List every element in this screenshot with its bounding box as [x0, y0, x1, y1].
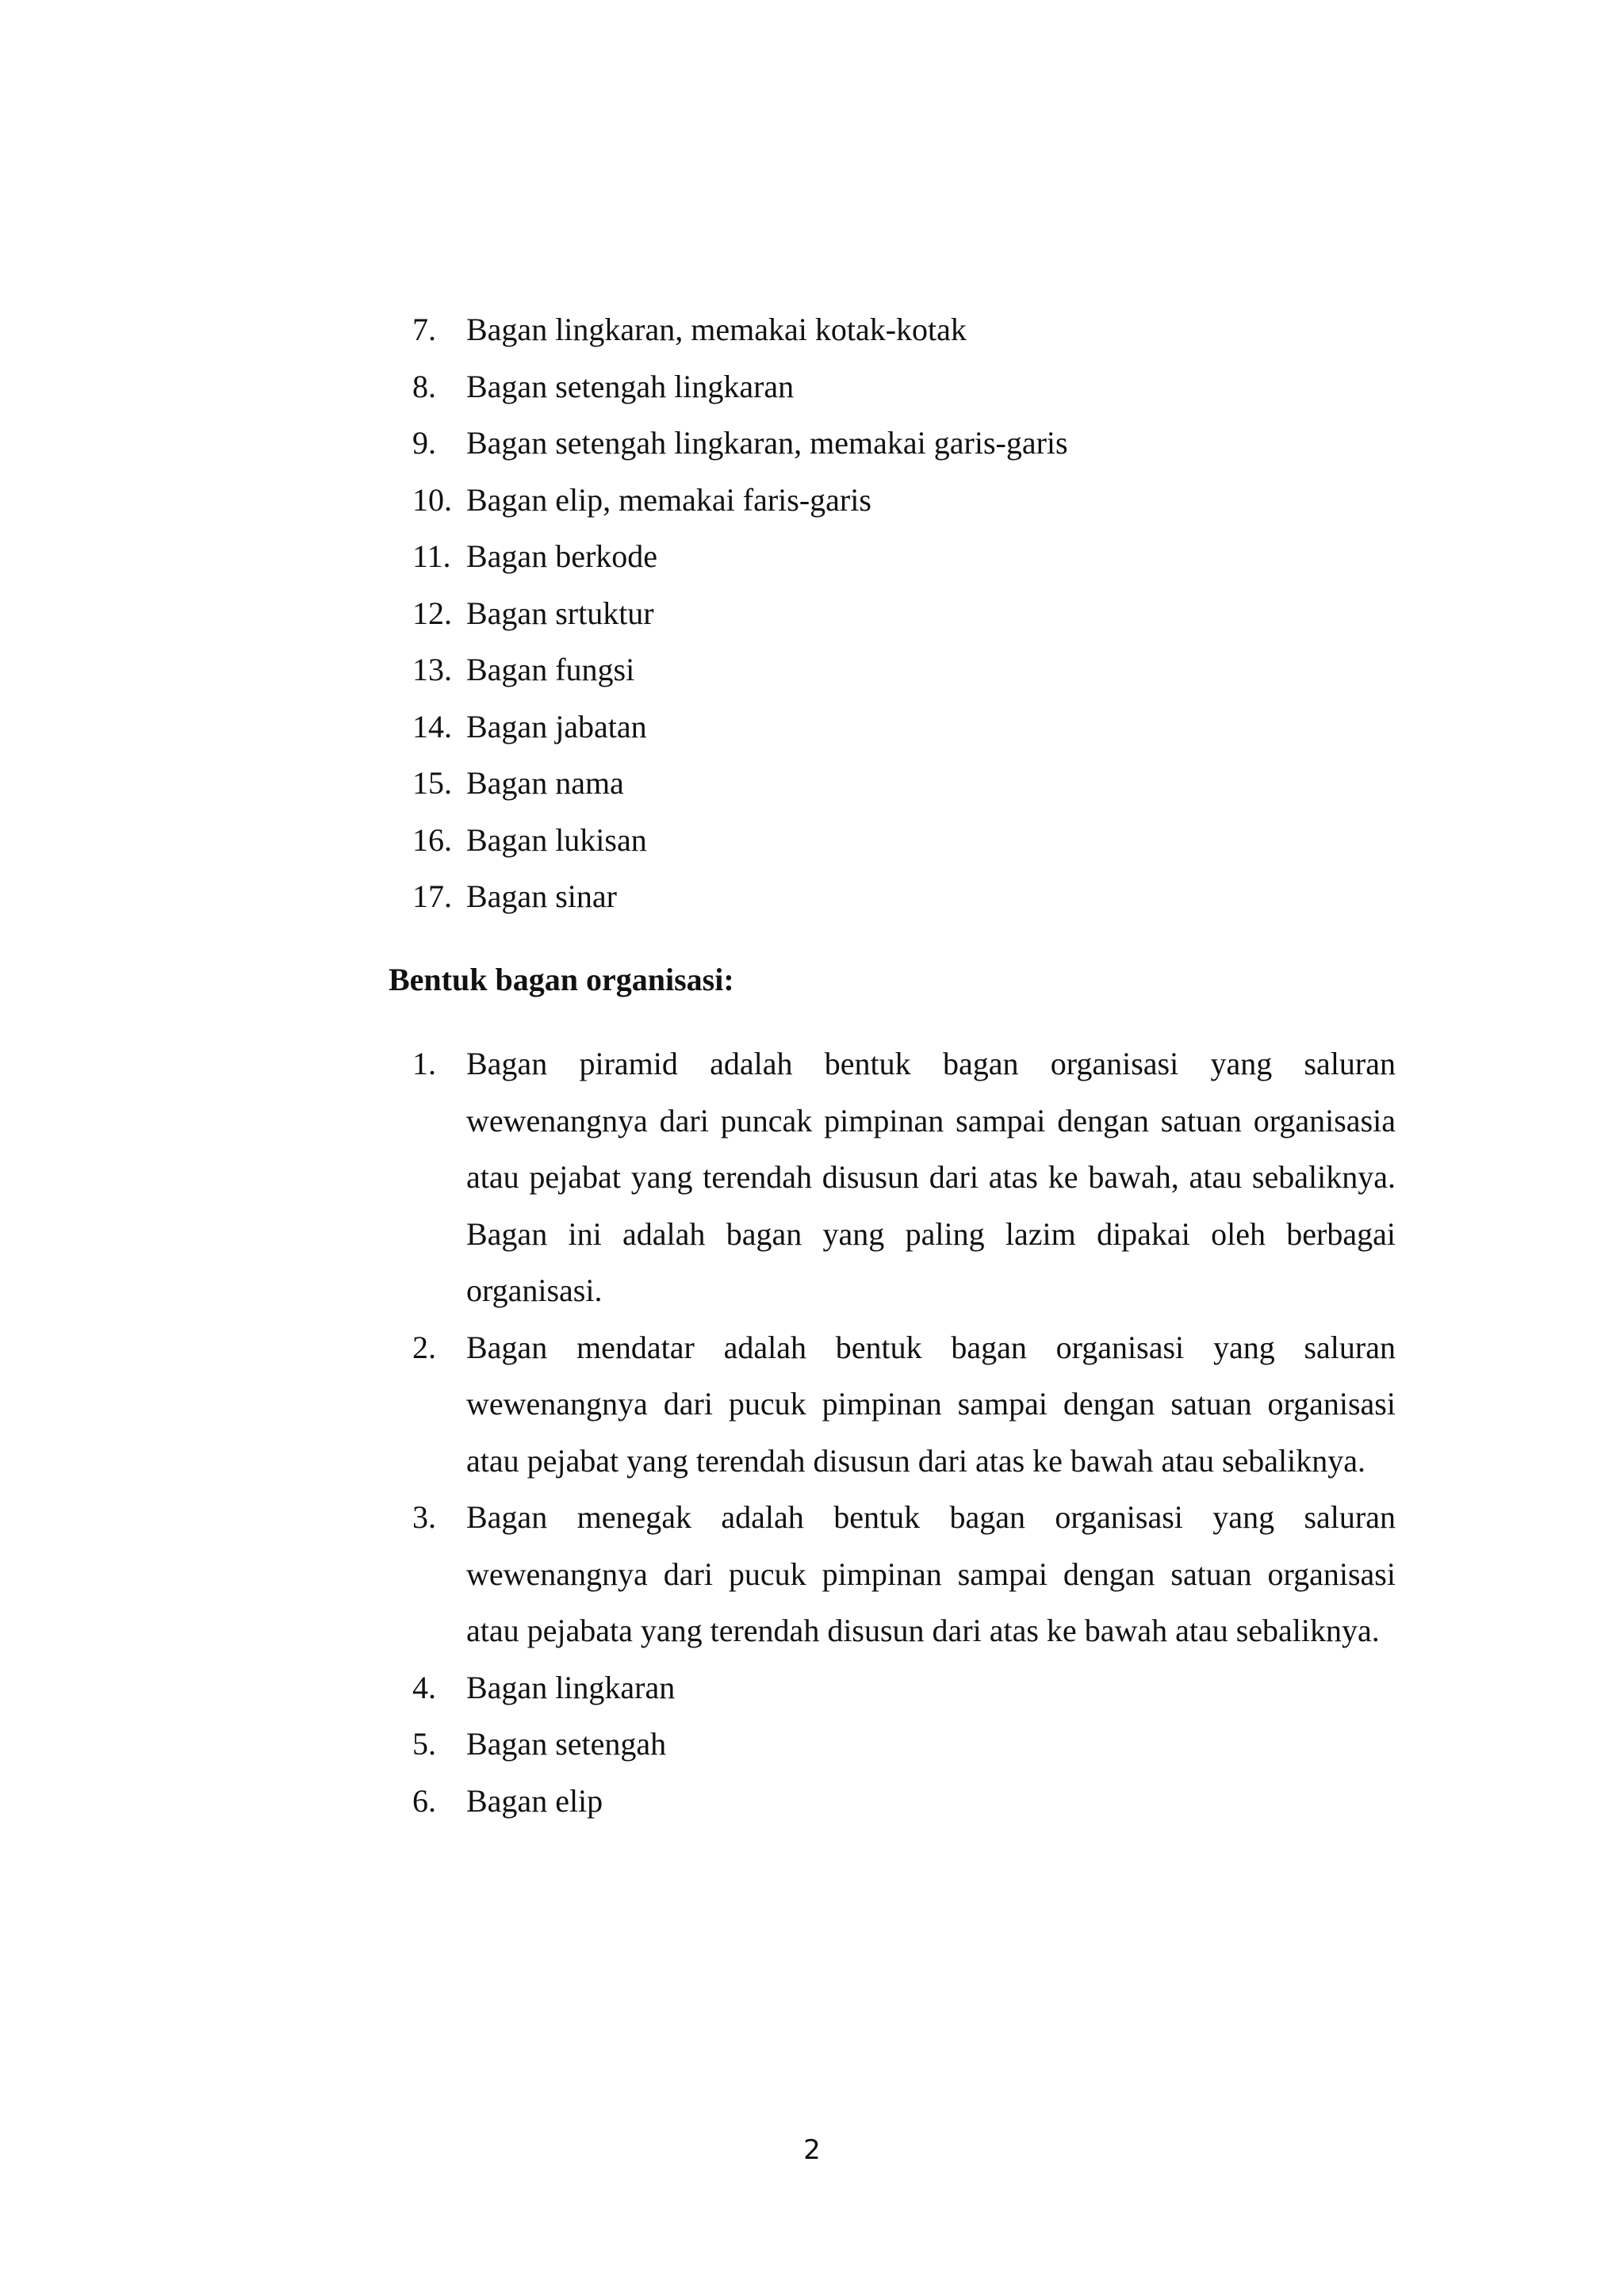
list-item-number: 8. — [412, 368, 436, 404]
list-item — [412, 415, 1396, 472]
list-item-text: Bagan srtuktur — [466, 595, 654, 631]
list-item-text: Bagan jabatan — [466, 708, 647, 744]
list-item — [412, 301, 1396, 358]
list-item-text: Bagan setengah lingkaran — [466, 368, 795, 404]
list-item-number: 3. — [412, 1499, 436, 1535]
list-item — [412, 358, 1396, 415]
list-item-text: Bagan berkode — [466, 538, 658, 574]
list-item — [412, 1773, 1396, 1830]
list-item-number: 13. — [412, 652, 452, 687]
list-item-number: 10. — [412, 481, 452, 518]
list-item — [412, 812, 1396, 869]
list-item-text: Bagan piramid adalah bentuk bagan organisasi yang saluran wewenangnya dari puncak pimpinan sampai dengan satuan organisasia atau pejabat yang terendah disusun dari atas ke bawah, atau sebaliknya. Bagan ini adalah bagan yang paling lazim dipakai oleh berbagai organisasi. — [466, 1046, 1396, 1308]
list-item — [412, 1489, 1396, 1659]
list-item-text: Bagan mendatar adalah bentuk bagan organisasi yang saluran wewenangnya dari pucuk pimpinan sampai dengan satuan organisasi atau pejabat yang terendah disusun dari atas ke bawah atau sebaliknya. — [466, 1329, 1396, 1479]
list-item-number: 1. — [412, 1046, 436, 1081]
list-item-number: 11. — [412, 538, 451, 574]
list-item — [412, 528, 1396, 585]
list-item-number: 5. — [412, 1726, 436, 1762]
list-item-text: Bagan setengah lingkaran, memakai garis-garis — [466, 425, 1068, 461]
list-item-number: 4. — [412, 1669, 436, 1705]
page-number: 2 — [803, 2134, 821, 2166]
list-item — [412, 1716, 1396, 1773]
list-item-number: 16. — [412, 821, 452, 858]
list-item-text: Bagan lingkaran — [466, 1669, 676, 1705]
list-item — [412, 1035, 1396, 1319]
list-item-number: 15. — [412, 765, 452, 801]
list-item-text: Bagan menegak adalah bentuk bagan organisasi yang saluran wewenangnya dari pucuk pimpinan sampai dengan satuan organisasi atau pejabata yang terendah disusun dari atas ke bawah atau sebaliknya. — [466, 1499, 1396, 1648]
list-item-number: 9. — [412, 425, 436, 461]
list-item-number: 14. — [412, 708, 452, 744]
list-item — [412, 1659, 1396, 1716]
organization-chart-forms-list — [412, 1035, 1396, 1829]
list-item — [412, 698, 1396, 756]
list-item-text: Bagan fungsi — [466, 652, 635, 687]
list-item-text: Bagan elip, memakai faris-garis — [466, 481, 871, 518]
list-item — [412, 641, 1396, 698]
list-item-text: Bagan sinar — [466, 878, 617, 914]
list-item-number: 6. — [412, 1782, 436, 1819]
section-heading: Bentuk bagan organisasi: — [389, 962, 734, 997]
list-item-text: Bagan lukisan — [466, 821, 647, 858]
list-item-number: 2. — [412, 1329, 436, 1365]
list-item — [412, 1319, 1396, 1490]
list-item-text: Bagan nama — [466, 765, 624, 801]
list-item — [412, 585, 1396, 642]
list-item — [412, 755, 1396, 812]
list-item-number: 7. — [412, 312, 436, 347]
list-item-number: 12. — [412, 595, 452, 631]
list-item — [412, 868, 1396, 925]
list-item-number: 17. — [412, 878, 452, 914]
list-item — [412, 472, 1396, 529]
list-item-text: Bagan elip — [466, 1782, 603, 1819]
list-item-text: Bagan setengah — [466, 1726, 667, 1762]
chart-type-list — [412, 301, 1396, 925]
list-item-text: Bagan lingkaran, memakai kotak-kotak — [466, 312, 967, 347]
